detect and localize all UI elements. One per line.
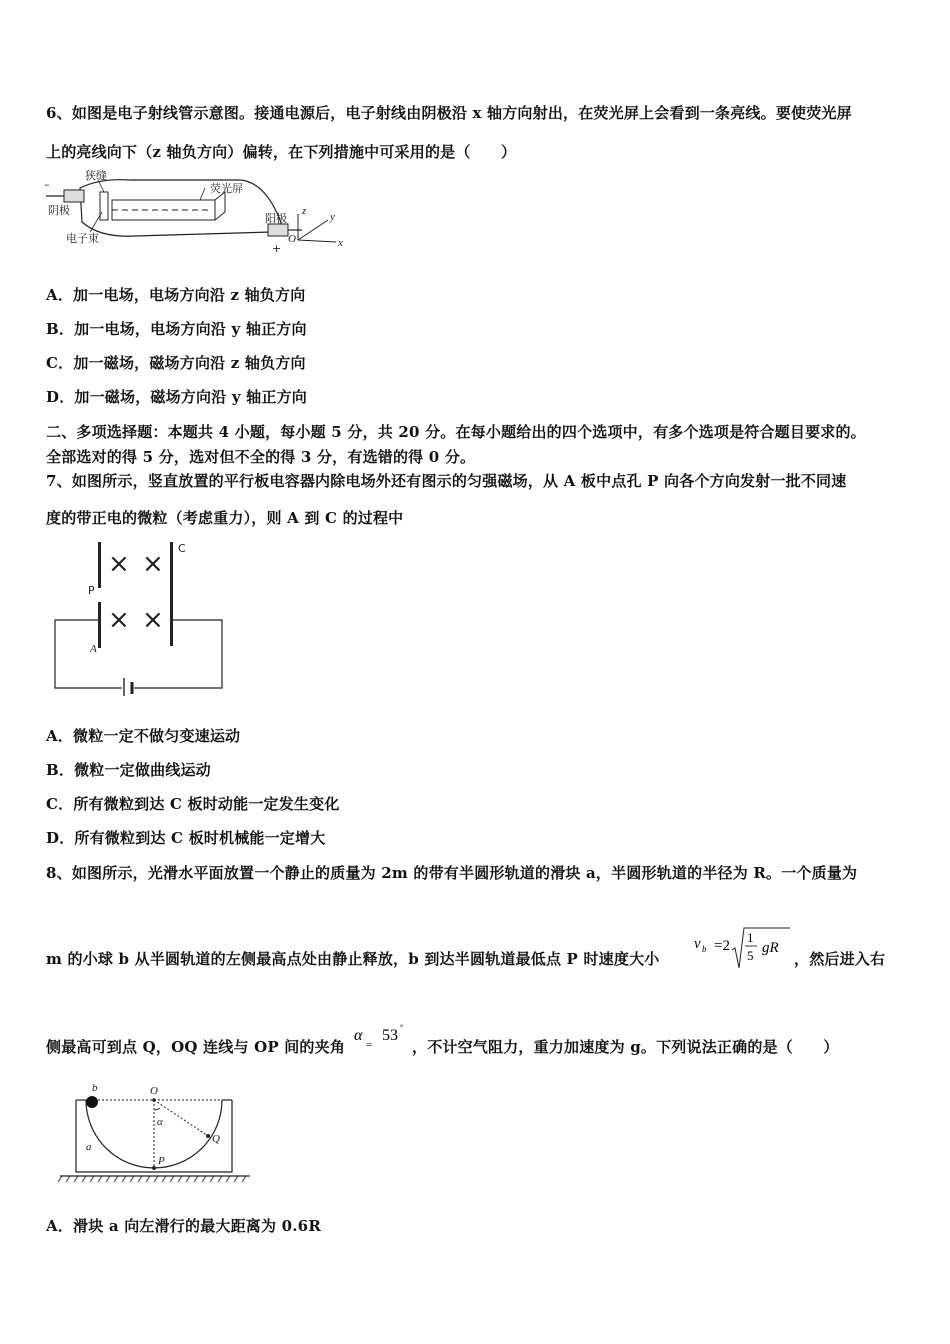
- axis-z-label: z: [302, 205, 307, 217]
- crt-anode-label: 阳极: [265, 212, 287, 225]
- q8-line3-after: ，不计空气阻力，重力加速度为 g。下列说法正确的是（ ）: [412, 1038, 839, 1056]
- section2-line2: 全部选对的得 5 分，选对但不全的得 3 分，有选错的得 0 分。: [46, 448, 476, 466]
- q7-option-c: C．所有微粒到达 C 板时动能一定发生变化: [46, 795, 340, 813]
- formula-den: 5: [747, 948, 754, 963]
- axis-x-label: x: [338, 237, 343, 249]
- section2-line1: 二、多项选择题：本题共 4 小题，每小题 5 分，共 20 分。在每小题给出的四个选项中，有多个选项是符合题目要求的。: [46, 423, 866, 441]
- q6-option-a: A．加一电场，电场方向沿 z 轴负方向: [46, 286, 306, 304]
- axis-origin-label: O: [288, 233, 296, 245]
- crt-slit-label: 狭缝: [85, 170, 107, 182]
- label-b: b: [92, 1082, 98, 1094]
- formula-eq: =2: [714, 938, 730, 954]
- semicircle-track-diagram: [56, 1080, 256, 1190]
- crt-minus-label: –: [44, 178, 50, 191]
- formula-v-sub: b: [702, 944, 707, 954]
- formula-num: 1: [747, 930, 754, 945]
- velocity-formula: [692, 924, 792, 974]
- formula-alpha: α: [354, 1027, 363, 1044]
- crt-screen-label: 荧光屏: [210, 182, 243, 195]
- q7-line2: 度的带正电的微粒（考虑重力），则 A 到 C 的过程中: [46, 509, 404, 527]
- q6-option-c: C．加一磁场，磁场方向沿 z 轴负方向: [46, 354, 306, 372]
- alpha-formula: [352, 1020, 412, 1060]
- field-cross-2: ×: [142, 549, 164, 579]
- field-cross-4: ×: [142, 605, 164, 635]
- crt-beam-label: 电子束: [66, 232, 99, 245]
- q8-line2-after: ，然后进入右: [794, 950, 886, 968]
- label-alpha: α: [157, 1116, 163, 1128]
- q8-line1: 8、如图所示，光滑水平面放置一个静止的质量为 2m 的带有半圆形轨道的滑块 a，半圆形轨道的半径为 R。一个质量为: [46, 864, 858, 882]
- formula-gR: gR: [762, 940, 779, 956]
- q8-option-a: A．滑块 a 向左滑行的最大距离为 0.6R: [46, 1217, 321, 1235]
- crt-diagram: [40, 170, 360, 260]
- q8-line3: 侧最高可到点 Q，OQ 连线与 OP 间的夹角: [46, 1038, 346, 1056]
- q7-option-d: D．所有微粒到达 C 板时机械能一定增大: [46, 829, 326, 847]
- field-cross-1: ×: [108, 549, 130, 579]
- label-P-track: P: [158, 1155, 165, 1167]
- q6-option-b: B．加一电场，电场方向沿 y 轴正方向: [46, 320, 307, 338]
- label-O: O: [150, 1085, 158, 1097]
- q7-option-a: A．微粒一定不做匀变速运动: [46, 727, 241, 745]
- q7-option-b: B．微粒一定做曲线运动: [46, 761, 211, 779]
- q6-option-d: D．加一磁场，磁场方向沿 y 轴正方向: [46, 388, 307, 406]
- formula-alpha-deg: °: [400, 1023, 404, 1032]
- axis-y-label: y: [330, 211, 335, 223]
- field-cross-3: ×: [108, 605, 130, 635]
- label-P: P: [88, 584, 95, 597]
- label-a: a: [86, 1141, 92, 1153]
- q6-line2: 上的亮线向下（z 轴负方向）偏转，在下列措施中可采用的是（ ）: [46, 143, 517, 161]
- formula-alpha-val: 53: [382, 1027, 398, 1044]
- crt-cathode-label: 阴极: [48, 204, 70, 217]
- crt-plus-label: +: [272, 242, 282, 255]
- label-C: C: [178, 542, 186, 555]
- q6-line1: 6、如图是电子射线管示意图。接通电源后，电子射线由阴极沿 x 轴方向射出，在荧光屏上会看到一条亮线。要使荧光屏: [46, 104, 852, 122]
- q8-line2: m 的小球 b 从半圆轨道的左侧最高点处由静止释放，b 到达半圆轨道最低点 P 时速度大小: [46, 950, 660, 968]
- capacitor-diagram: [50, 536, 240, 696]
- formula-v: v: [694, 936, 701, 952]
- label-Q: Q: [212, 1133, 220, 1145]
- label-A: A: [90, 643, 97, 655]
- formula-alpha-eq: =: [366, 1039, 373, 1051]
- q7-line1: 7、如图所示，竖直放置的平行板电容器内除电场外还有图示的匀强磁场，从 A 板中点孔 P 向各个方向发射一批不同速: [46, 472, 847, 490]
